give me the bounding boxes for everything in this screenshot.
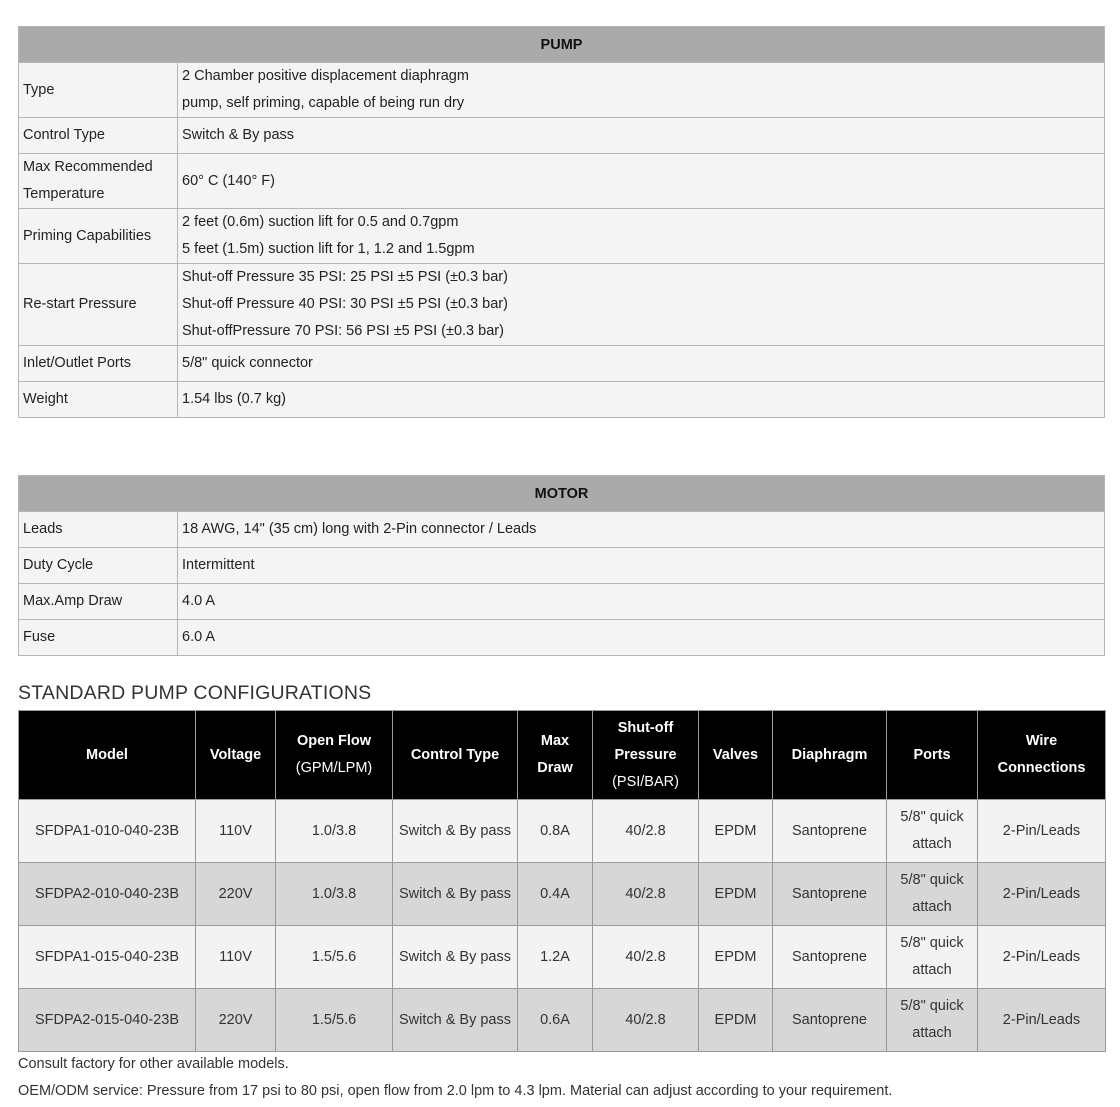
spec-value: Shut-off Pressure 35 PSI: 25 PSI ±5 PSI (±0.3 bar) Shut-off Pressure 40 PSI: 30 PSI ±5 PSI (±0.3 bar) Shut-offPressure 70 PSI: 56 PSI ±5 PSI (±0.3 bar) (178, 264, 1105, 346)
motor-header: MOTOR (19, 476, 1105, 512)
cell-control-type: Switch & By pass (393, 800, 518, 863)
spec-row-weight (19, 382, 1105, 418)
spec-label: Control Type (19, 118, 178, 154)
col-header-max-draw: Max Draw (518, 711, 593, 800)
footnote-other-models: Consult factory for other available models. (18, 1056, 289, 1072)
spec-label: Inlet/Outlet Ports (19, 346, 178, 382)
col-header-valves: Valves (699, 711, 773, 800)
cell-voltage: 110V (196, 800, 276, 863)
cell-open-flow: 1.0/3.8 (276, 863, 393, 926)
cell-model: SFDPA1-015-040-23B (19, 926, 196, 989)
configurations-table (18, 710, 1106, 1052)
table-row (19, 989, 1106, 1052)
col-header-wire: Wire Connections (978, 711, 1106, 800)
cell-control-type: Switch & By pass (393, 989, 518, 1052)
cell-diaphragm: Santoprene (773, 989, 887, 1052)
cell-diaphragm: Santoprene (773, 863, 887, 926)
cell-model: SFDPA2-015-040-23B (19, 989, 196, 1052)
spec-value: 4.0 A (178, 584, 1105, 620)
col-header-open-flow: Open Flow (GPM/LPM) (276, 711, 393, 800)
cell-voltage: 110V (196, 926, 276, 989)
cell-shutoff: 40/2.8 (593, 863, 699, 926)
col-header-ports: Ports (887, 711, 978, 800)
cell-ports: 5/8" quick attach (887, 926, 978, 989)
cell-wire: 2-Pin/Leads (978, 800, 1106, 863)
cell-ports: 5/8" quick attach (887, 989, 978, 1052)
spec-label: Priming Capabilities (19, 209, 178, 264)
spec-value: 6.0 A (178, 620, 1105, 656)
cell-valves: EPDM (699, 863, 773, 926)
section-title: STANDARD PUMP CONFIGURATIONS (18, 682, 372, 704)
table-row (19, 926, 1106, 989)
spec-row-priming (19, 209, 1105, 264)
spec-row-ports (19, 346, 1105, 382)
cell-model: SFDPA1-010-040-23B (19, 800, 196, 863)
cell-shutoff: 40/2.8 (593, 800, 699, 863)
spec-row-fuse (19, 620, 1105, 656)
spec-row-duty-cycle (19, 548, 1105, 584)
spec-label: Max.Amp Draw (19, 584, 178, 620)
cell-max-draw: 0.4A (518, 863, 593, 926)
pump-header: PUMP (19, 27, 1105, 63)
cell-shutoff: 40/2.8 (593, 926, 699, 989)
col-header-voltage: Voltage (196, 711, 276, 800)
cell-ports: 5/8" quick attach (887, 863, 978, 926)
spec-label: Duty Cycle (19, 548, 178, 584)
spec-row-type (19, 63, 1105, 118)
spec-value: 60° C (140° F) (178, 154, 1105, 209)
spec-value: Switch & By pass (178, 118, 1105, 154)
cell-voltage: 220V (196, 989, 276, 1052)
cell-valves: EPDM (699, 989, 773, 1052)
cell-model: SFDPA2-010-040-23B (19, 863, 196, 926)
spec-label: Re-start Pressure (19, 264, 178, 346)
cell-valves: EPDM (699, 926, 773, 989)
table-row (19, 863, 1106, 926)
col-header-model: Model (19, 711, 196, 800)
spec-label: Weight (19, 382, 178, 418)
spec-value: 1.54 lbs (0.7 kg) (178, 382, 1105, 418)
cell-diaphragm: Santoprene (773, 800, 887, 863)
spec-label: Leads (19, 512, 178, 548)
spec-row-leads (19, 512, 1105, 548)
cell-open-flow: 1.5/5.6 (276, 989, 393, 1052)
spec-value: 18 AWG, 14" (35 cm) long with 2-Pin connector / Leads (178, 512, 1105, 548)
cell-voltage: 220V (196, 863, 276, 926)
col-header-diaphragm: Diaphragm (773, 711, 887, 800)
cell-max-draw: 0.6A (518, 989, 593, 1052)
motor-spec-table (18, 475, 1105, 656)
spec-row-control-type (19, 118, 1105, 154)
spec-value: 2 feet (0.6m) suction lift for 0.5 and 0.7gpm 5 feet (1.5m) suction lift for 1, 1.2 and 1.5gpm (178, 209, 1105, 264)
cell-wire: 2-Pin/Leads (978, 863, 1106, 926)
footnote-oem-service: OEM/ODM service: Pressure from 17 psi to 80 psi, open flow from 2.0 lpm to 4.3 lpm. Material can adjust according to your requirement. (18, 1083, 893, 1099)
cell-valves: EPDM (699, 800, 773, 863)
cell-diaphragm: Santoprene (773, 926, 887, 989)
spec-row-restart-pressure (19, 264, 1105, 346)
table-row (19, 800, 1106, 863)
spec-value: Intermittent (178, 548, 1105, 584)
cell-shutoff: 40/2.8 (593, 989, 699, 1052)
cell-max-draw: 0.8A (518, 800, 593, 863)
cell-control-type: Switch & By pass (393, 926, 518, 989)
col-header-shutoff: Shut-off Pressure (PSI/BAR) (593, 711, 699, 800)
pump-spec-table (18, 26, 1105, 418)
cell-wire: 2-Pin/Leads (978, 989, 1106, 1052)
cell-ports: 5/8" quick attach (887, 800, 978, 863)
spec-row-max-temperature (19, 154, 1105, 209)
table-header-row (19, 711, 1106, 800)
cell-open-flow: 1.0/3.8 (276, 800, 393, 863)
spec-value: 5/8" quick connector (178, 346, 1105, 382)
spec-label: Fuse (19, 620, 178, 656)
spec-label: Type (19, 63, 178, 118)
cell-wire: 2-Pin/Leads (978, 926, 1106, 989)
spec-label: Max Recommended Temperature (19, 154, 178, 209)
spec-value: 2 Chamber positive displacement diaphragm pump, self priming, capable of being run dry (178, 63, 1105, 118)
cell-control-type: Switch & By pass (393, 863, 518, 926)
cell-open-flow: 1.5/5.6 (276, 926, 393, 989)
col-header-control-type: Control Type (393, 711, 518, 800)
cell-max-draw: 1.2A (518, 926, 593, 989)
spec-row-amp-draw (19, 584, 1105, 620)
